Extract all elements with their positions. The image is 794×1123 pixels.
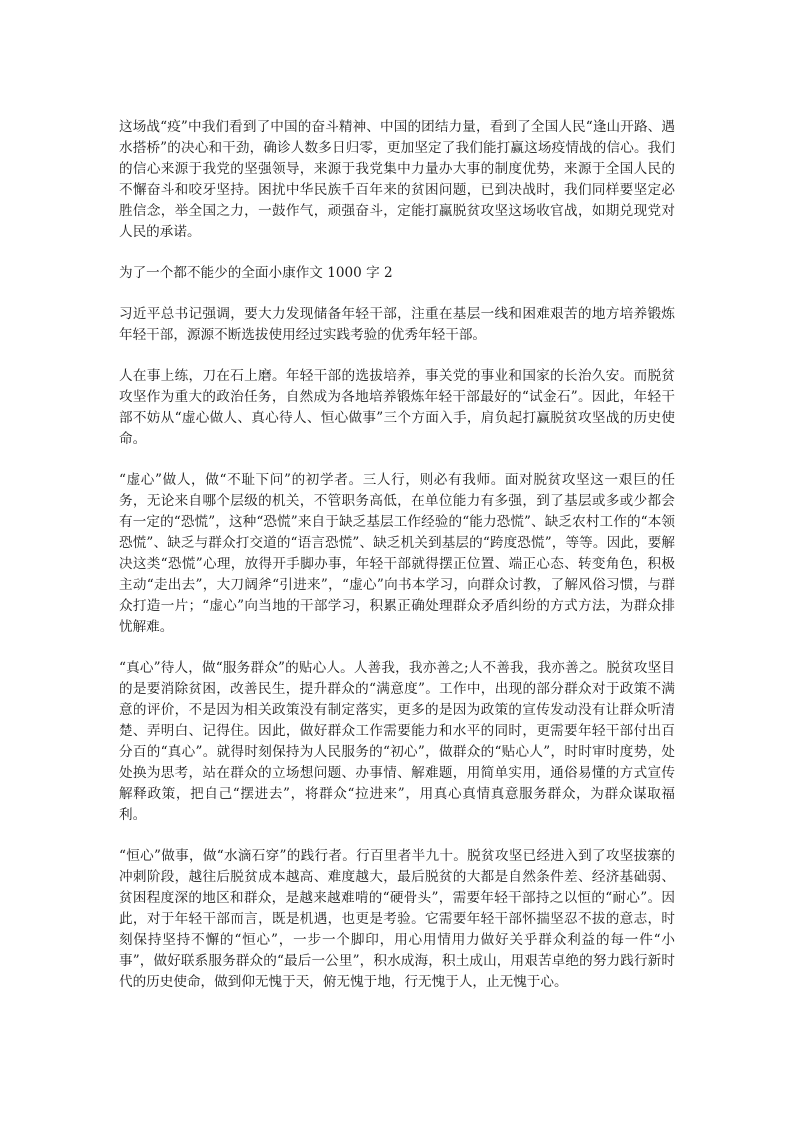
document-page <box>119 117 675 1013</box>
body-paragraph-2: 人在事上练，刀在石上磨。年轻干部的选拔培养，事关党的事业和国家的长治久安。而脱贫攻坚作为重大的政治任务，自然成为各地培养锻炼年轻干部最好的“试金石”。因此，年轻干部不妨从“虚心做人、真心待人、恒心做事”三个方面入手，肩负起打赢脱贫攻坚战的历史使命。 <box>119 368 675 447</box>
intro-paragraph: 这场战“疫”中我们看到了中国的奋斗精神、中国的团结力量，看到了全国人民“逢山开路、遇水搭桥”的决心和干劲，确诊人数多日归零，更加坚定了我们能打赢这场疫情战的信心。我们的信心来源于我党的坚强领导，来源于我党集中力量办大事的制度优势，来源于全国人民的不懈奋斗和咬牙坚持。困扰中华民族千百年来的贫困问题，已到决战时，我们同样要坚定必胜信念，举全国之力，一鼓作气，顽强奋斗，定能打赢脱贫攻坚这场收官战，如期兑现党对人民的承诺。 <box>119 119 675 240</box>
body-paragraph-3: “虚心”做人，做“不耻下问”的初学者。三人行，则必有我师。面对脱贫攻坚这一艰巨的任务，无论来自哪个层级的机关，不管职务高低，在单位能力有多强，到了基层或多或少都会有一定的“恐慌”，这种“恐慌”来自于缺乏基层工作经验的“能力恐慌”、缺乏农村工作的“本领恐慌”、缺乏与群众打交道的“语言恐慌”、缺乏机关到基层的“跨度恐慌”，等等。因此，要解决这类“恐慌”心理，放得开手脚办事，年轻干部就得摆正位置、端正心态、转变角色，积极主动“走出去”，大刀阔斧“引进来”，“虚心”向书本学习，向群众讨教，了解风俗习惯，与群众打造一片；“虚心”向当地的干部学习，积累正确处理群众矛盾纠纷的方式方法，为群众排忧解难。 <box>119 472 675 635</box>
body-paragraph-4: “真心”待人，做“服务群众”的贴心人。人善我，我亦善之;人不善我，我亦善之。脱贫攻坚目的是要消除贫困，改善民生，提升群众的“满意度”。工作中，出现的部分群众对于政策不满意的评价，不是因为相关政策没有制定落实，更多的是因为政策的宣传发动没有让群众听清楚、弄明白、记得住。因此，做好群众工作需要能力和水平的同时，更需要年轻干部付出百分百的“真心”。就得时刻保持为人民服务的“初心”，做群众的“贴心人”，时时审时度势，处处换为思考，站在群众的立场想问题、办事情、解难题，用简单实用，通俗易懂的方式宣传解释政策，把自己“摆进去”，将群众“拉进来”，用真心真情真意服务群众，为群众谋取福利。 <box>119 660 675 823</box>
body-paragraph-1: 习近平总书记强调，要大力发现储备年轻干部，注重在基层一线和困难艰苦的地方培养锻炼年轻干部，源源不断选拔使用经过实践考验的优秀年轻干部。 <box>119 306 675 343</box>
body-paragraph-5: “恒心”做事，做“水滴石穿”的践行者。行百里者半九十。脱贫攻坚已经进入到了攻坚拔寨的冲刺阶段，越往后脱贫成本越高、难度越大，最后脱贫的大都是自然条件差、经济基础弱、贫困程度深的地区和群众，是越来越难啃的“硬骨头”，需要年轻干部持之以恒的“耐心”。因此，对于年轻干部而言，既是机遇，也更是考验。它需要年轻干部怀揣坚忍不拔的意志，时刻保持坚持不懈的“恒心”，一步一个脚印，用心用情用力做好关乎群众利益的每一件“小事”，做好联系服务群众的“最后一公里”，积水成海，积土成山，用艰苦卓绝的努力践行新时代的历史使命，做到仰无愧于天，俯无愧于地，行无愧于人，止无愧于心。 <box>119 848 675 990</box>
section-title: 为了一个都不能少的全面小康作文 1000 字 2 <box>119 265 393 281</box>
